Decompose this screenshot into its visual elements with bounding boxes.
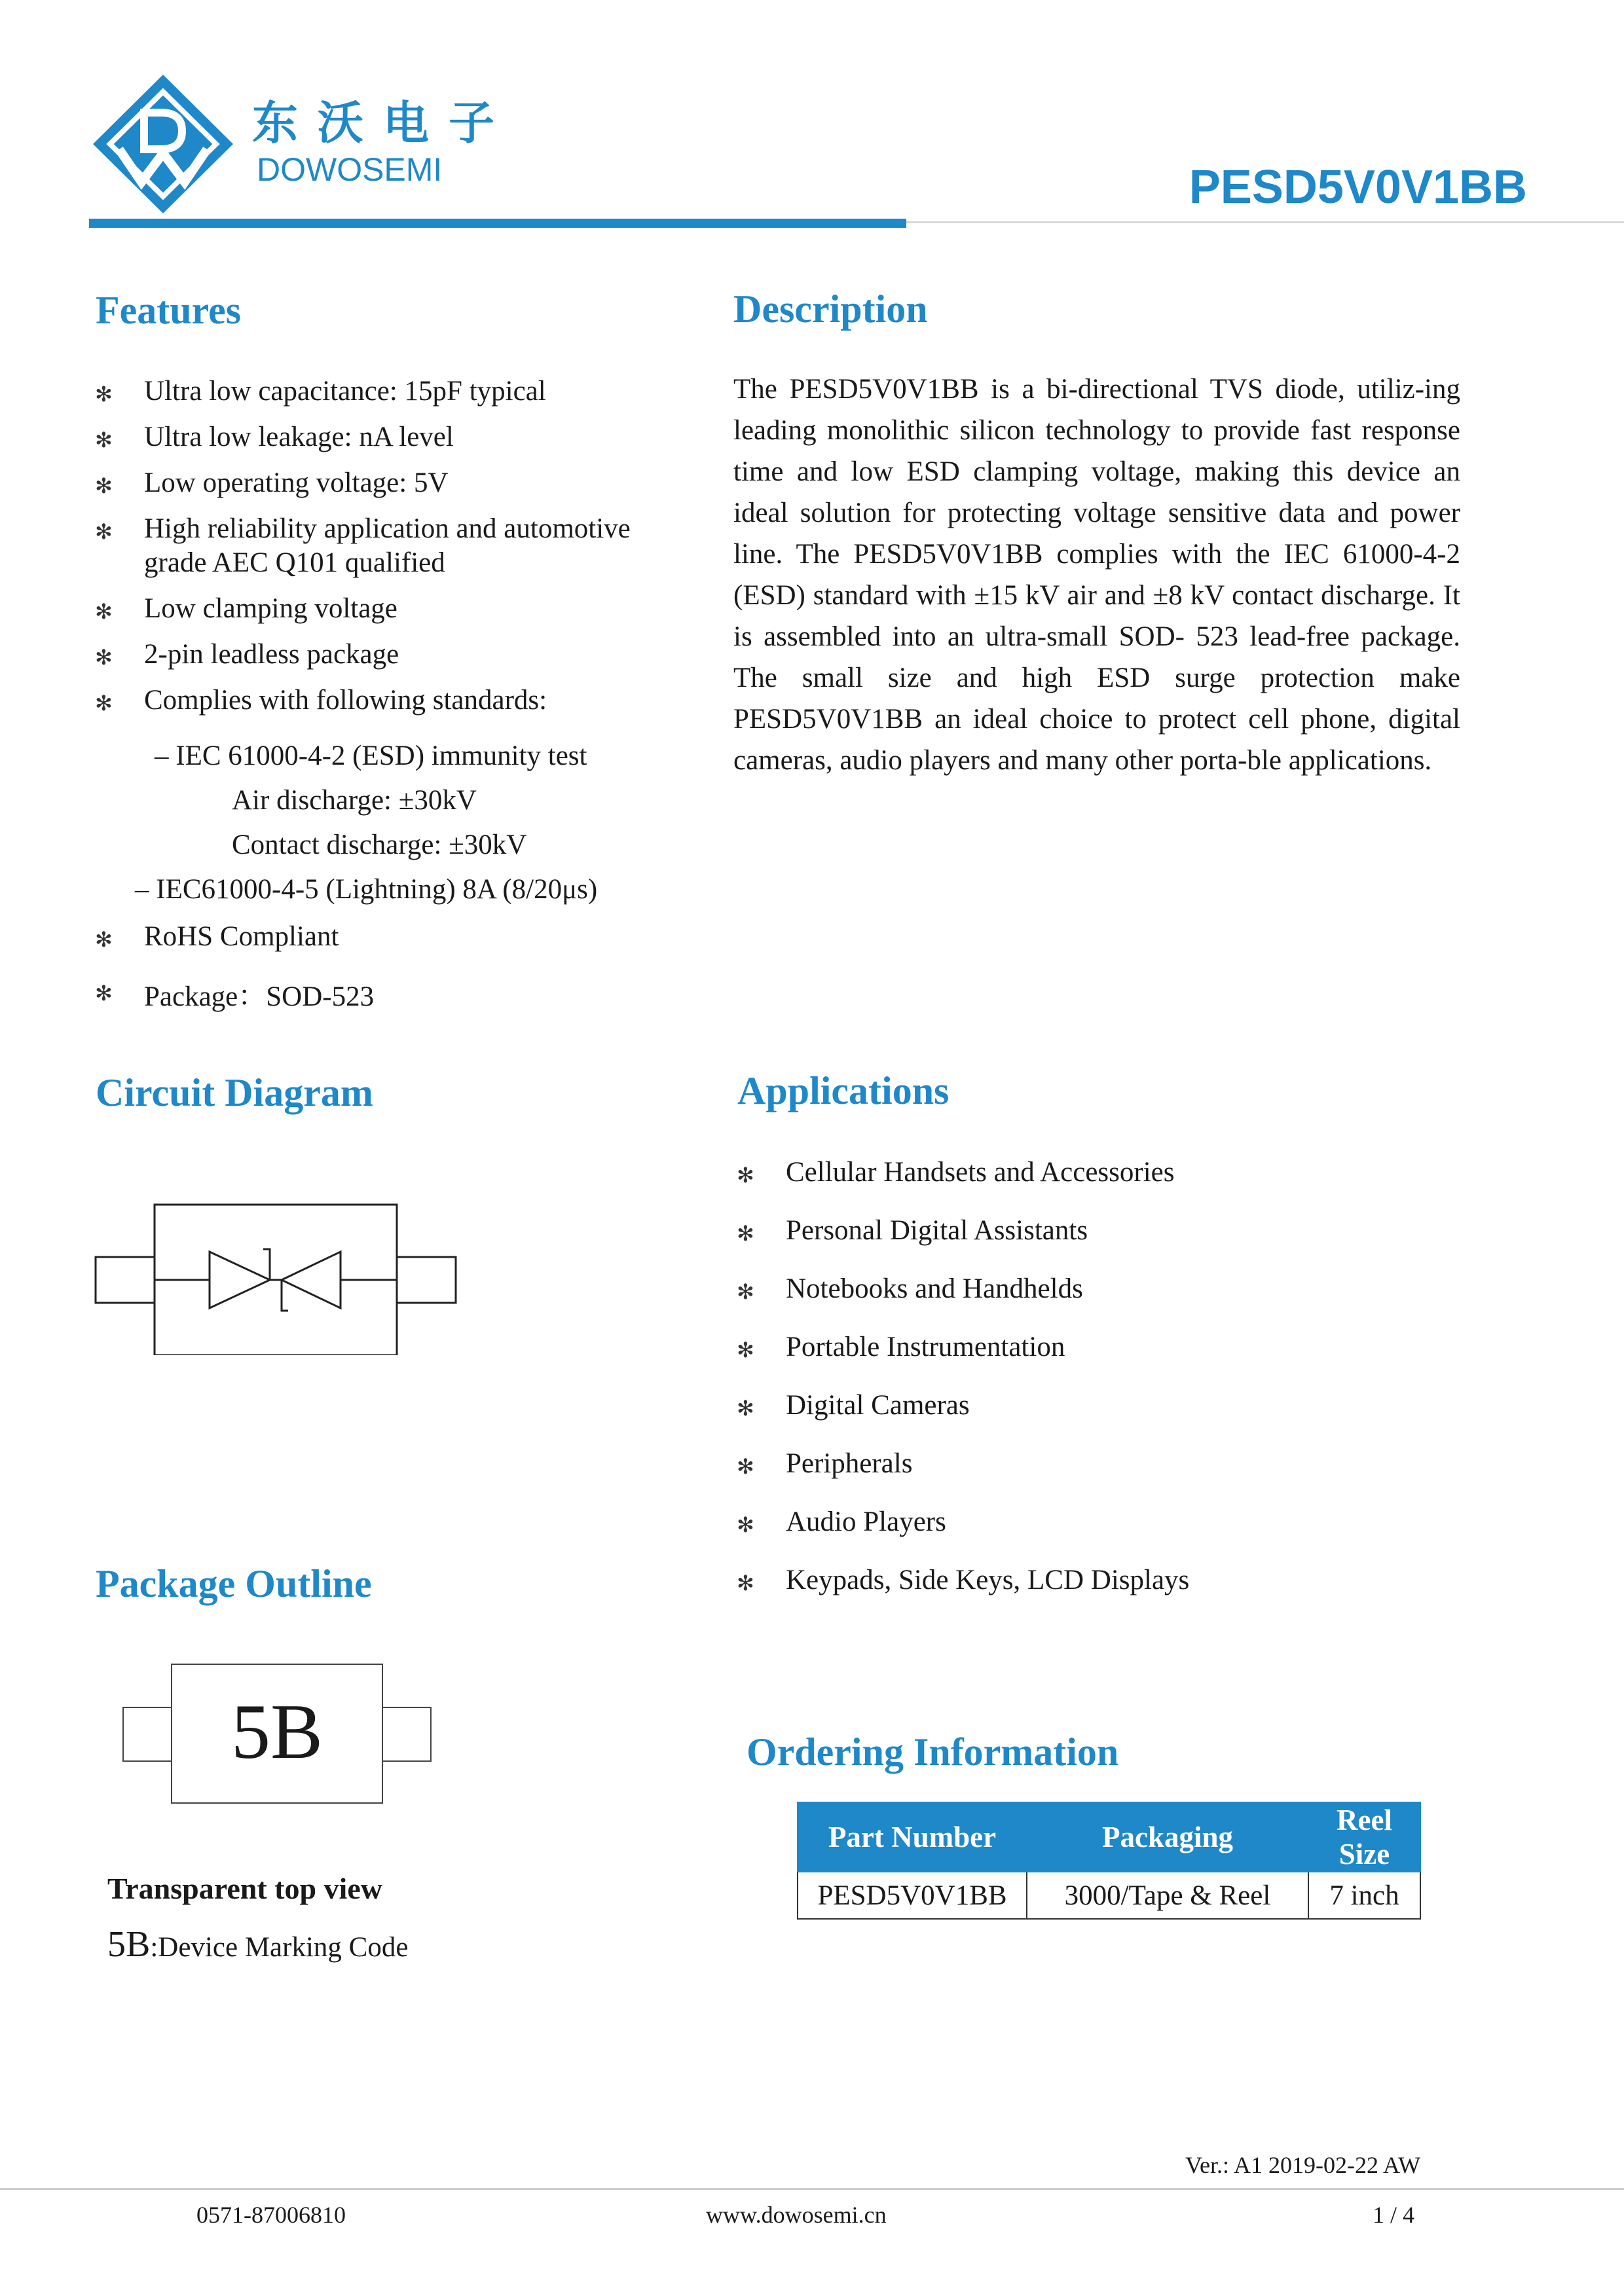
marking-code-label: :Device Marking Code bbox=[150, 1932, 409, 1963]
bidirectional-tvs-symbol-icon bbox=[92, 1198, 465, 1355]
company-name-en: DOWOSEMI bbox=[257, 151, 443, 188]
device-marking: 5B bbox=[231, 1688, 323, 1775]
description-body bbox=[733, 369, 1460, 781]
col-packaging: Packaging bbox=[1027, 1802, 1308, 1872]
list-item: ✻ High reliability application and automotive grade AEC Q101 qualified bbox=[95, 513, 631, 578]
asterisk-bullet-icon: ✻ bbox=[737, 1571, 754, 1595]
asterisk-bullet-icon: ✻ bbox=[95, 474, 113, 498]
list-item: ✻ Low operating voltage: 5V bbox=[144, 466, 688, 500]
page-number: 1 / 4 bbox=[1373, 2202, 1415, 2228]
footer-website[interactable]: www.dowosemi.cn bbox=[706, 2202, 887, 2228]
list-item: ✻ Cellular Handsets and Accessories bbox=[786, 1156, 1506, 1190]
asterisk-bullet-icon: ✻ bbox=[95, 691, 113, 715]
col-reel-size: Reel Size bbox=[1308, 1802, 1420, 1872]
asterisk-bullet-icon: ✻ bbox=[737, 1280, 754, 1303]
asterisk-bullet-icon: ✻ bbox=[737, 1222, 754, 1245]
list-item: ✻ Ultra low leakage: nA level bbox=[144, 420, 688, 454]
description-heading: Description bbox=[733, 287, 928, 331]
package-outline-heading: Package Outline bbox=[96, 1562, 372, 1605]
company-logo bbox=[90, 72, 236, 216]
asterisk-bullet-icon: ✻ bbox=[737, 1338, 754, 1362]
asterisk-bullet-icon: ✻ bbox=[737, 1455, 754, 1478]
applications-heading: Applications bbox=[737, 1069, 950, 1112]
feature-package: ✻ Package：SOD-523 bbox=[95, 981, 375, 1012]
list-item: ✻ Keypads, Side Keys, LCD Displays bbox=[786, 1563, 1506, 1597]
list-item: ✻ Complies with following standards: bbox=[144, 683, 688, 718]
marking-code-legend bbox=[107, 1923, 408, 1965]
features-list bbox=[95, 374, 688, 729]
company-name-cn: 东沃电子 bbox=[252, 96, 514, 150]
asterisk-bullet-icon: ✻ bbox=[95, 928, 113, 951]
list-item: ✻ Peripherals bbox=[786, 1447, 1506, 1481]
list-item: ✻ Audio Players bbox=[786, 1505, 1506, 1539]
list-item: ✻ Notebooks and Handhelds bbox=[786, 1272, 1506, 1306]
ordering-table bbox=[797, 1802, 1421, 1920]
transparent-top-view-label: Transparent top view bbox=[107, 1872, 382, 1905]
standard-lightning: – IEC61000-4-5 (Lightning) 8A (8/20μs) bbox=[135, 874, 598, 905]
list-item: ✻ Low clamping voltage bbox=[144, 592, 688, 626]
description-text: The PESD5V0V1BB is a bi-directional TVS diode, utiliz-ing leading monolithic silicon technology to provide fast response time and low ESD clamping voltage, making this device an ideal solution for protecting voltage sensitive data and power line. The PESD5V0V1BB complies with the IEC 61000-4-2 (ESD) standard with ±15 kV air and ±8 kV contact discharge. It is assembled into an ultra-small SOD- 523 lead-free package. The small size and high ESD surge protection make PESD5V0V1BB an ideal choice to protect cell phone, digital cameras, audio players and many other porta-ble applications. bbox=[733, 374, 1460, 776]
part-number-title: PESD5V0V1BB bbox=[1189, 161, 1527, 213]
table-header-row bbox=[798, 1802, 1420, 1872]
circuit-diagram bbox=[92, 1198, 465, 1355]
asterisk-bullet-icon: ✻ bbox=[737, 1396, 754, 1420]
cell-packaging: 3000/Tape & Reel bbox=[1027, 1872, 1308, 1919]
cell-part-number: PESD5V0V1BB bbox=[798, 1872, 1027, 1919]
circuit-diagram-heading: Circuit Diagram bbox=[96, 1071, 373, 1114]
list-item: ✻ Portable Instrumentation bbox=[786, 1330, 1506, 1364]
asterisk-bullet-icon: ✻ bbox=[95, 600, 113, 623]
feature-rohs: ✻ RoHS Compliant bbox=[95, 921, 339, 952]
cell-reel-size: 7 inch bbox=[1308, 1872, 1420, 1919]
standard-esd-contact: Contact discharge: ±30kV bbox=[232, 829, 527, 860]
standard-esd: – IEC 61000-4-2 (ESD) immunity test bbox=[155, 740, 587, 771]
marking-code-prefix: 5B bbox=[107, 1924, 151, 1965]
standard-esd-air: Air discharge: ±30kV bbox=[232, 785, 477, 816]
package-outline-drawing bbox=[122, 1663, 436, 1807]
applications-list bbox=[737, 1156, 1506, 1622]
asterisk-bullet-icon: ✻ bbox=[95, 520, 113, 543]
version-label: Ver.: A1 2019-02-22 AW bbox=[1185, 2152, 1421, 2178]
asterisk-bullet-icon: ✻ bbox=[95, 382, 113, 406]
list-item: ✻ 2-pin leadless package bbox=[144, 638, 688, 672]
footer-phone: 0571-87006810 bbox=[196, 2202, 346, 2228]
list-item: ✻ Ultra low capacitance: 15pF typical bbox=[144, 374, 688, 409]
header-accent-bar bbox=[89, 219, 906, 228]
footer-divider bbox=[0, 2188, 1624, 2190]
asterisk-bullet-icon: ✻ bbox=[95, 981, 113, 1005]
asterisk-bullet-icon: ✻ bbox=[737, 1163, 754, 1187]
col-part-number: Part Number bbox=[798, 1802, 1027, 1872]
ordering-heading: Ordering Information bbox=[747, 1730, 1119, 1774]
asterisk-bullet-icon: ✻ bbox=[737, 1513, 754, 1537]
list-item: ✻ Personal Digital Assistants bbox=[786, 1214, 1506, 1248]
asterisk-bullet-icon: ✻ bbox=[95, 428, 113, 452]
list-item: ✻ Digital Cameras bbox=[786, 1389, 1506, 1423]
logo-mark-icon bbox=[90, 72, 236, 216]
table-row bbox=[798, 1872, 1420, 1919]
asterisk-bullet-icon: ✻ bbox=[95, 646, 113, 669]
features-heading: Features bbox=[96, 289, 242, 332]
